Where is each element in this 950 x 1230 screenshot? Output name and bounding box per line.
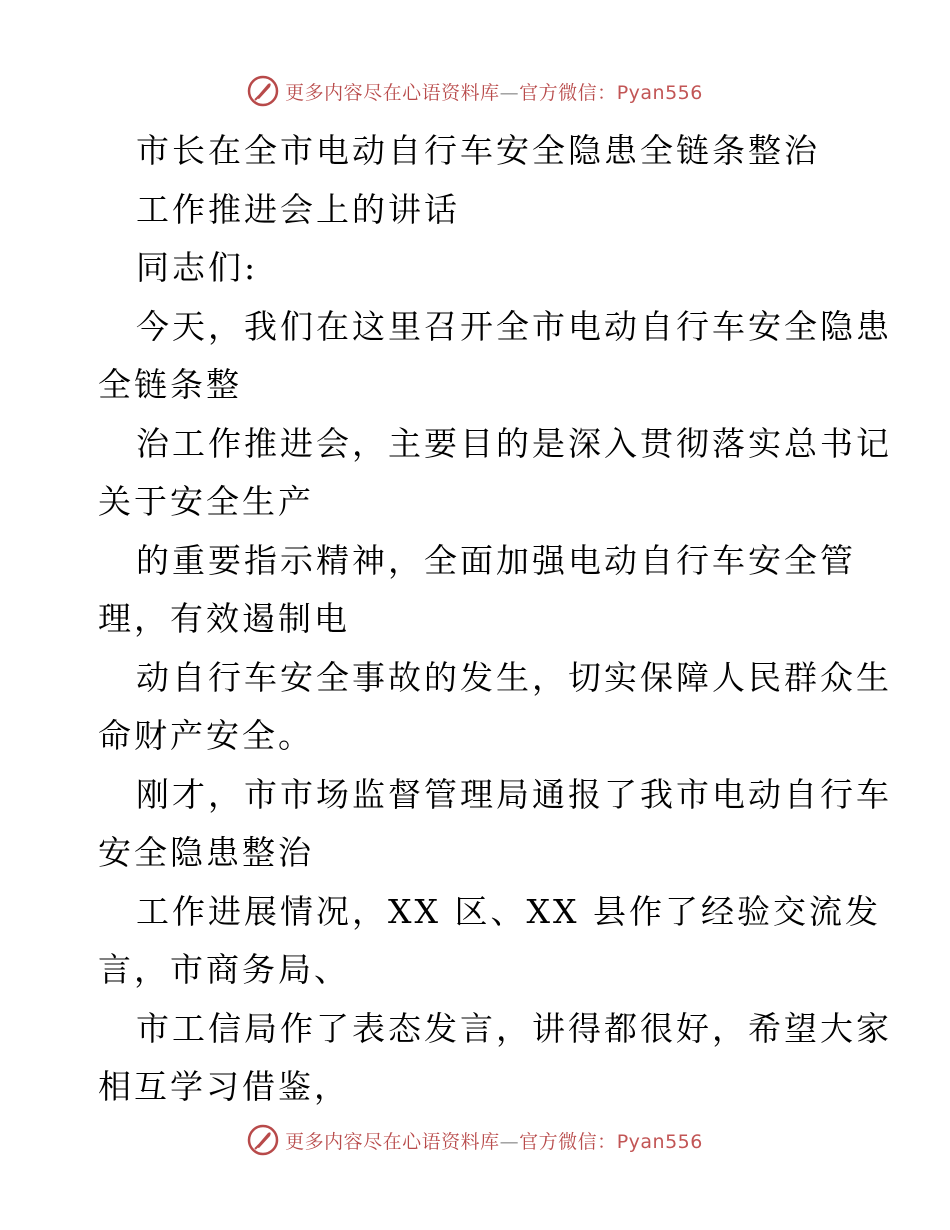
document-body bbox=[98, 122, 892, 1117]
text-line: 治工作推进会，主要目的是深入贯彻落实总书记 bbox=[136, 423, 892, 463]
footer-watermark bbox=[0, 1120, 950, 1160]
watermark-main-text: 更多内容尽在心语资料库 bbox=[285, 1130, 500, 1153]
watermark-main-text: 更多内容尽在心语资料库 bbox=[285, 81, 500, 104]
watermark-wechat-id: Pyan556 bbox=[616, 81, 703, 104]
header-watermark bbox=[0, 71, 950, 111]
text-line: 命财产安全。 bbox=[98, 716, 314, 755]
watermark-text bbox=[285, 78, 703, 105]
text-line: 关于安全生产 bbox=[98, 482, 314, 521]
feather-pen-logo-icon bbox=[247, 75, 279, 107]
text-line: 全链条整 bbox=[98, 365, 242, 404]
text-line: 同志们: bbox=[136, 248, 259, 287]
watermark-wechat-id: Pyan556 bbox=[616, 1130, 703, 1153]
text-line: 的重要指示精神，全面加强电动自行车安全管 bbox=[136, 540, 856, 580]
text-line: 市工信局作了表态发言，讲得都很好，希望大家 bbox=[136, 1008, 892, 1048]
watermark-wechat-label: 官方微信： bbox=[519, 81, 617, 104]
watermark-text bbox=[285, 1127, 703, 1154]
text-line: 工作推进会上的讲话 bbox=[136, 189, 460, 229]
watermark-separator: — bbox=[499, 81, 520, 104]
text-line: 市长在全市电动自行车安全隐患全链条整治 bbox=[136, 131, 820, 170]
text-line: 理，有效遏制电 bbox=[98, 599, 350, 638]
feather-pen-logo-icon bbox=[247, 1124, 279, 1156]
text-line: 刚才，市市场监督管理局通报了我市电动自行车 bbox=[136, 774, 892, 814]
text-line: 工作进展情况，XX 区、XX 县作了经验交流发 bbox=[136, 891, 881, 931]
watermark-separator: — bbox=[499, 1130, 520, 1153]
text-line: 安全隐患整治 bbox=[98, 833, 314, 872]
watermark-wechat-label: 官方微信： bbox=[519, 1130, 617, 1153]
text-line: 今天，我们在这里召开全市电动自行车安全隐患 bbox=[136, 306, 892, 346]
text-line: 动自行车安全事故的发生，切实保障人民群众生 bbox=[136, 657, 892, 697]
text-line: 相互学习借鉴， bbox=[98, 1067, 350, 1106]
text-line: 言，市商务局、 bbox=[98, 950, 350, 989]
